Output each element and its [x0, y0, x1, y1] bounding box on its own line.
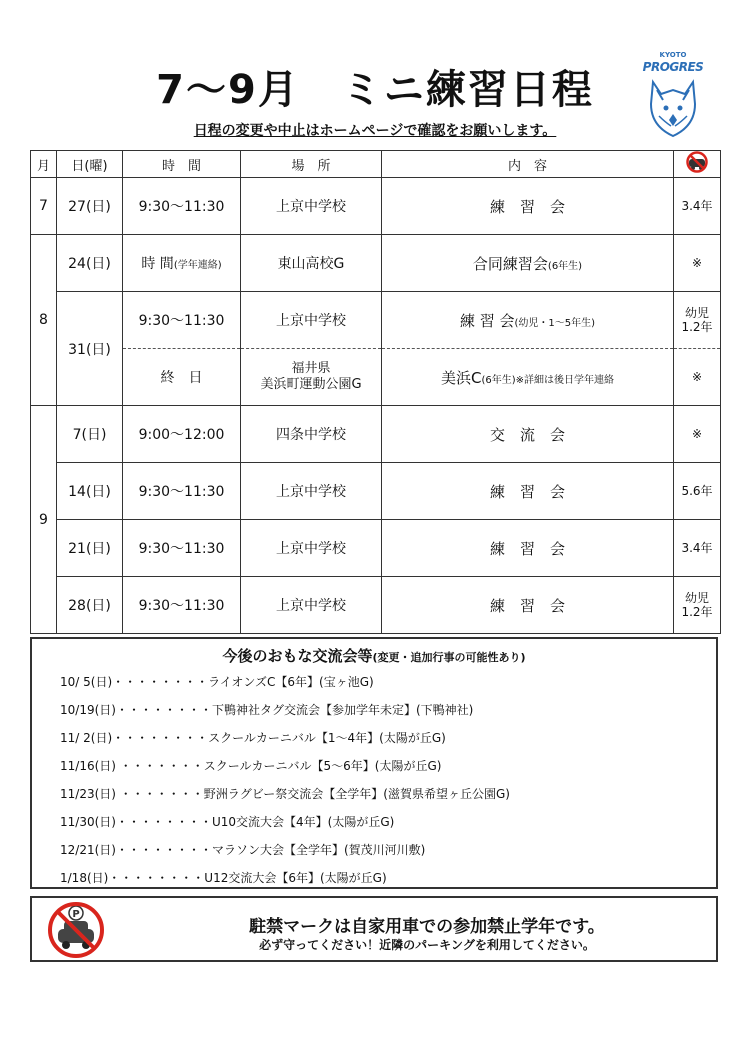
place-cell: 上京中学校 [241, 577, 382, 634]
table-row [31, 292, 721, 349]
time-cell: 終 日 [123, 349, 241, 406]
place-cell: 上京中学校 [241, 520, 382, 577]
content-text: 練 習 会 [459, 311, 515, 330]
content-note: (6年生)※詳細は後日学年連絡 [481, 374, 615, 386]
notice-sub-text: 必ず守ってください！近隣のパーキングを利用してください。 [259, 938, 595, 952]
place-line-1: 福井県 [291, 361, 331, 376]
parking-notice [30, 896, 718, 962]
grade-cell: ※ [674, 235, 721, 292]
table-row [31, 349, 721, 406]
place-cell: 東山高校G [241, 235, 382, 292]
time-note: (学年連絡) [173, 260, 222, 271]
events-box [30, 637, 718, 889]
header-time: 時 間 [123, 151, 241, 178]
no-parking-icon [684, 151, 710, 173]
date-cell: 21(日) [57, 520, 123, 577]
time-cell: 9:30～11:30 [123, 463, 241, 520]
team-logo [637, 51, 709, 140]
grade-line-2: 1.2年 [681, 320, 713, 334]
logo-name: PROGRES [642, 60, 704, 74]
place-line-2: 美浜町運動公園G [260, 377, 362, 392]
grade-cell: 3.4年 [674, 520, 721, 577]
content-cell: 練 習 会 [382, 178, 674, 235]
header-date: 日(曜) [57, 151, 123, 178]
event-item: 11/16(日) ・・・・・・・スクールカーニバル【5～6年】(太陽が丘G) [60, 759, 442, 773]
date-cell: 7(日) [57, 406, 123, 463]
time-cell: 9:30～11:30 [123, 178, 241, 235]
table-row [31, 235, 721, 292]
table-row [31, 463, 721, 520]
event-item: 10/ 5(日)・・・・・・・・ライオンズC【6年】(宝ヶ池G) [60, 675, 374, 689]
grade-cell: 3.4年 [674, 178, 721, 235]
table-row [31, 178, 721, 235]
place-cell: 上京中学校 [241, 178, 382, 235]
place-cell: 上京中学校 [241, 463, 382, 520]
event-item: 1/18(日)・・・・・・・・U12交流大会【6年】(太陽が丘G) [60, 871, 387, 885]
content-note: (6年生) [547, 260, 583, 272]
table-row [31, 406, 721, 463]
time-cell: 9:30～11:30 [123, 577, 241, 634]
grade-cell: ※ [674, 406, 721, 463]
content-cell [382, 292, 674, 349]
time-cell: 9:00～12:00 [123, 406, 241, 463]
header-content: 内 容 [382, 151, 674, 178]
content-cell: 練 習 会 [382, 577, 674, 634]
event-item: 10/19(日)・・・・・・・・下鴨神社タグ交流会【参加学年未定】(下鴨神社) [60, 703, 474, 717]
table-header-row [31, 151, 721, 178]
events-title-note: (変更・追加行事の可能性あり) [372, 651, 526, 664]
place-cell: 四条中学校 [241, 406, 382, 463]
content-cell [382, 235, 674, 292]
events-title-text: 今後のおもな交流会等 [222, 647, 373, 665]
page-title: 7～9月 ミニ練習日程 [156, 67, 594, 113]
grade-cell: ※ [674, 349, 721, 406]
grade-cell [674, 577, 721, 634]
event-item: 11/30(日)・・・・・・・・U10交流大会【4年】(太陽が丘G) [60, 815, 395, 829]
table-row [31, 577, 721, 634]
event-item: 12/21(日)・・・・・・・・マラソン大会【全学年】(賀茂川河川敷) [60, 843, 426, 857]
event-item: 11/23(日) ・・・・・・・野洲ラグビー祭交流会【全学年】(滋賀県希望ヶ丘公園G) [60, 787, 510, 801]
place-cell [241, 349, 382, 406]
content-text: 合同練習会 [472, 254, 548, 273]
grade-line-2: 1.2年 [681, 605, 713, 619]
page-subtitle: 日程の変更や中止はホームページで確認をお願いします。 [193, 123, 557, 139]
content-note: (幼児・1～5年生) [514, 317, 596, 329]
table-row [31, 520, 721, 577]
events-title [32, 645, 716, 666]
logo-city: KYOTO [659, 51, 687, 59]
header-parking [674, 151, 721, 178]
time-cell: 9:30～11:30 [123, 520, 241, 577]
place-cell: 上京中学校 [241, 292, 382, 349]
grade-cell: 5.6年 [674, 463, 721, 520]
date-cell: 14(日) [57, 463, 123, 520]
content-cell: 練 習 会 [382, 463, 674, 520]
date-cell: 31(日) [57, 292, 123, 406]
content-text: 美浜C [440, 368, 482, 387]
content-cell: 練 習 会 [382, 520, 674, 577]
time-cell: 9:30～11:30 [123, 292, 241, 349]
grade-cell [674, 292, 721, 349]
content-cell: 交 流 会 [382, 406, 674, 463]
grade-line-1: 幼児 [684, 306, 709, 320]
month-cell: 9 [31, 406, 57, 634]
wolf-icon [637, 60, 709, 140]
no-parking-icon [40, 901, 112, 959]
svg-text:P: P [72, 909, 80, 920]
time-cell [123, 235, 241, 292]
content-cell [382, 349, 674, 406]
schedule-table [30, 150, 721, 634]
notice-main-text: 駐禁マークは自家用車での参加禁止学年です。 [249, 917, 605, 937]
grade-line-1: 幼児 [684, 591, 709, 605]
event-item: 11/ 2(日)・・・・・・・・スクールカーニバル【1～4年】(太陽が丘G) [60, 731, 446, 745]
date-cell: 24(日) [57, 235, 123, 292]
time-text: 時 間 [141, 256, 174, 272]
header-month: 月 [31, 151, 57, 178]
date-cell: 27(日) [57, 178, 123, 235]
month-cell: 7 [31, 178, 57, 235]
month-cell: 8 [31, 235, 57, 406]
header-place: 場 所 [241, 151, 382, 178]
date-cell: 28(日) [57, 577, 123, 634]
